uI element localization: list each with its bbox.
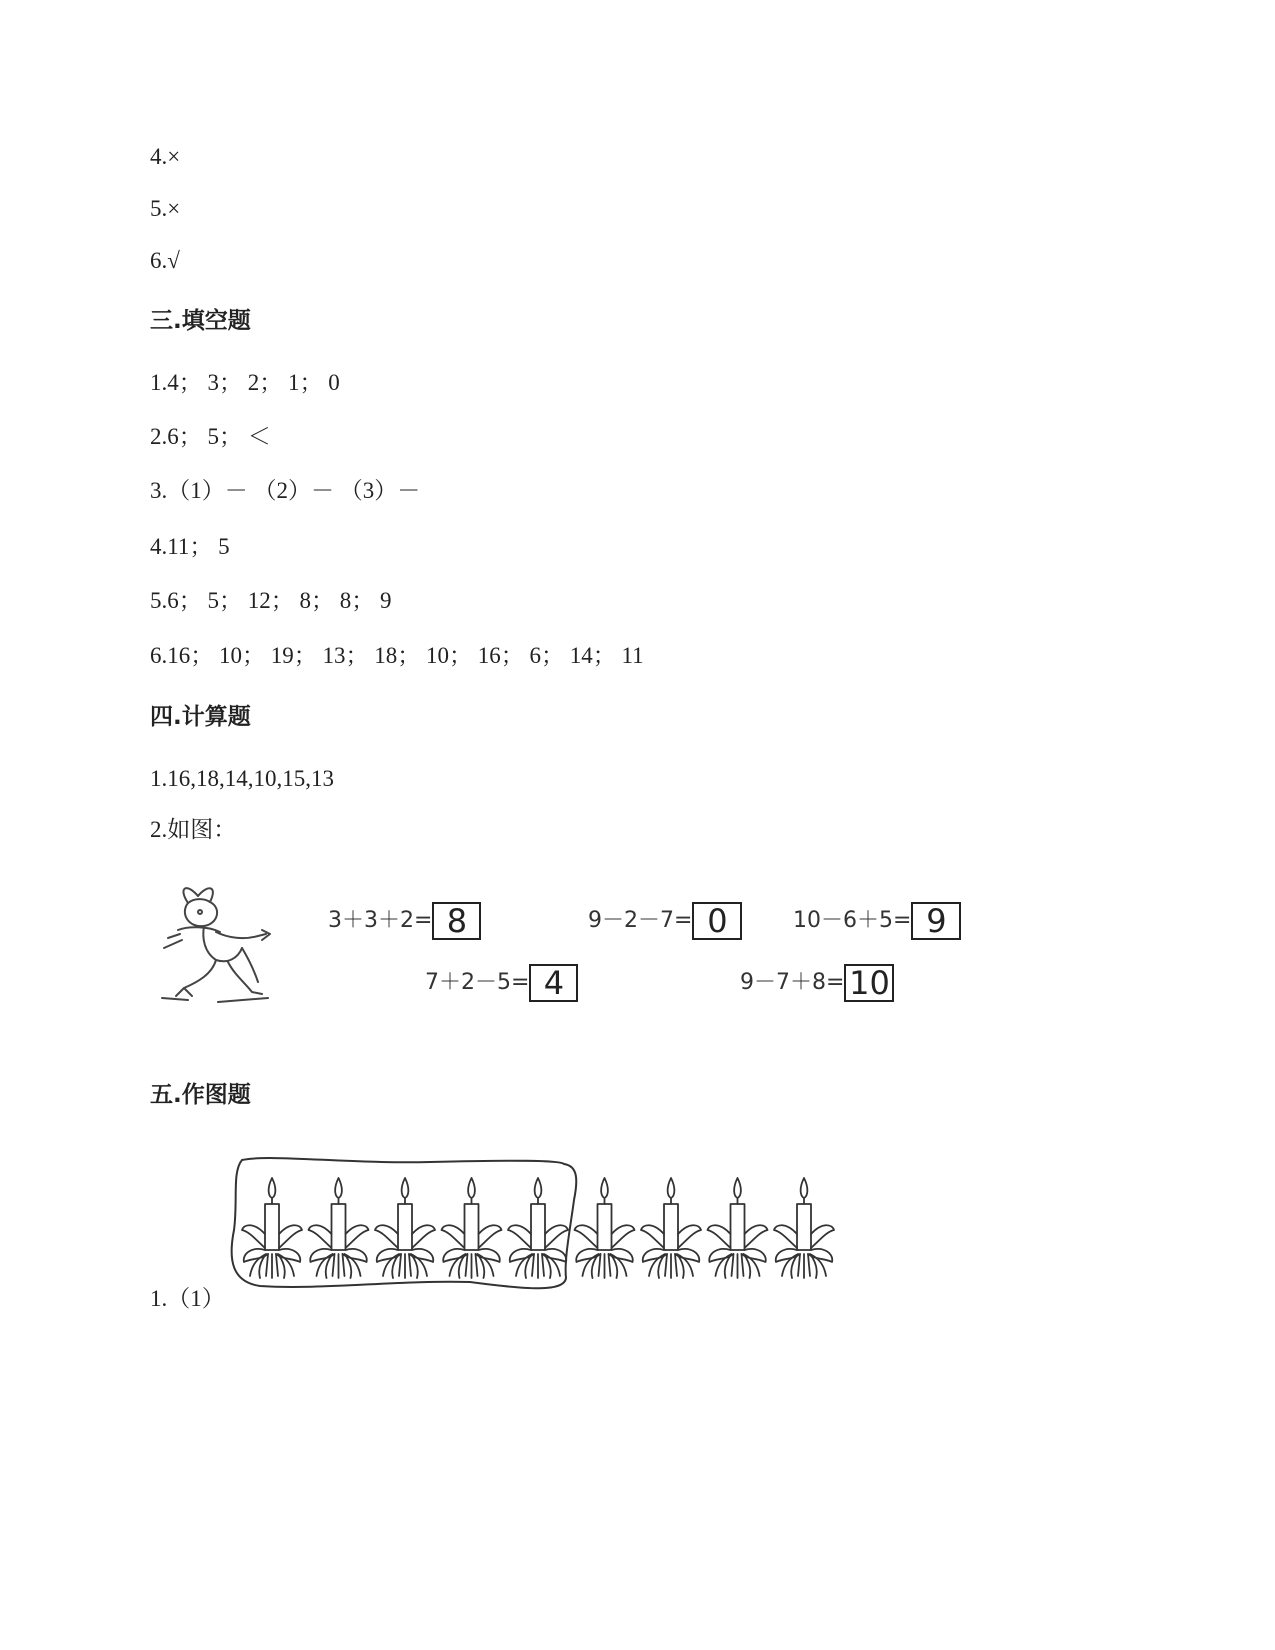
equation-3 <box>793 902 961 940</box>
candle-icon <box>508 1178 568 1278</box>
section-4-item-2: 2.如图： <box>150 817 237 842</box>
section-3-item-4: 4.11； 5 <box>150 534 230 559</box>
candle-icon <box>309 1178 369 1278</box>
rabbit-illustration <box>158 878 288 1008</box>
section-3-heading: 三.填空题 <box>150 308 251 334</box>
equation-expression: 9－2－7= <box>588 908 693 933</box>
answer-line-6: 6.√ <box>150 248 180 273</box>
section-3-item-1: 1.4； 3； 2； 1； 0 <box>150 370 340 395</box>
equation-expression: 9－7＋8= <box>740 970 845 995</box>
candle-icon <box>575 1178 635 1278</box>
answer-box: 0 <box>692 902 742 940</box>
answer-box: 10 <box>844 964 894 1002</box>
answer-line-5: 5.× <box>150 196 181 221</box>
answer-box: 9 <box>911 902 961 940</box>
answer-box: 8 <box>432 902 481 940</box>
candle-illustration <box>230 1150 860 1330</box>
section-5-item-1: 1.（1） <box>150 1286 225 1311</box>
section-3-item-3: 3.（1）－ （2）－ （3）－ <box>150 478 421 503</box>
equation-expression: 10－6＋5= <box>793 908 912 933</box>
equation-2 <box>588 902 742 940</box>
equation-expression: 7＋2－5= <box>425 970 530 995</box>
equation-4 <box>425 964 578 1002</box>
section-5-heading: 五.作图题 <box>150 1082 251 1108</box>
section-4-heading: 四.计算题 <box>150 704 251 730</box>
equation-expression: 3＋3＋2= <box>328 908 433 933</box>
section-3-item-5: 5.6； 5； 12； 8； 8； 9 <box>150 588 392 613</box>
section-3-item-2: 2.6； 5； ＜ <box>150 424 271 449</box>
section-4-item-1: 1.16,18,14,10,15,13 <box>150 766 334 791</box>
answer-line-4: 4.× <box>150 144 181 169</box>
equation-1 <box>328 902 481 940</box>
candle-icon <box>641 1178 701 1278</box>
candle-icon <box>375 1178 435 1278</box>
candle-icon <box>774 1178 834 1278</box>
answer-box: 4 <box>529 964 578 1002</box>
candle-icon <box>708 1178 768 1278</box>
candle-icon <box>242 1178 302 1278</box>
equation-5 <box>740 964 894 1002</box>
section-3-item-6: 6.16； 10； 19； 13； 18； 10； 16； 6； 14； 11 <box>150 643 644 668</box>
candle-icon <box>442 1178 502 1278</box>
